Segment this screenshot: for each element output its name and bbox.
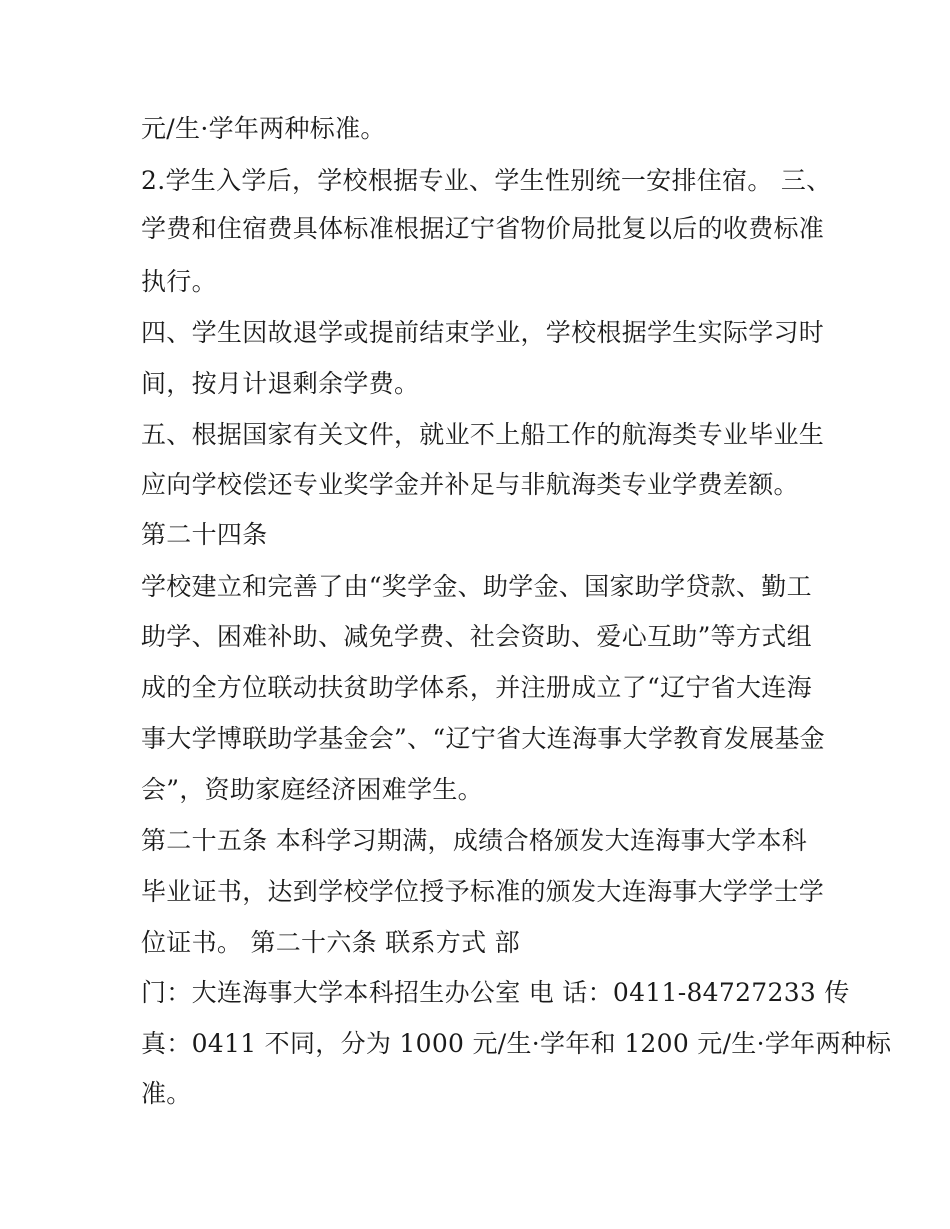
paragraph-line: 门：大连海事大学本科招生办公室 电 话：0411-84727233 传 (141, 978, 850, 1007)
paragraph-line: 执行。 (141, 267, 217, 296)
paragraph-line: 位证书。 第二十六条 联系方式 部 (141, 928, 520, 957)
paragraph-line: 助学、困难补助、减免学费、社会资助、爱心互助”等方式组 (141, 622, 812, 651)
paragraph-line: 事大学博联助学基金会”、“辽宁省大连海事大学教育发展基金 (141, 724, 825, 753)
paragraph-line: 毕业证书，达到学校学位授予标准的颁发大连海事大学学士学 (141, 877, 825, 906)
paragraph-line: 学费和住宿费具体标准根据辽宁省物价局批复以后的收费标准 (141, 214, 825, 243)
paragraph-line: 真：0411 不同，分为 1000 元/生·学年和 1200 元/生·学年两种标 (141, 1029, 892, 1058)
paragraph-line: 会”，资助家庭经济困难学生。 (141, 775, 483, 804)
paragraph-line: 五、根据国家有关文件，就业不上船工作的航海类专业毕业生 (141, 420, 825, 449)
paragraph-line: 四、学生因故退学或提前结束学业，学校根据学生实际学习时 (141, 318, 825, 347)
paragraph-line: 2.学生入学后，学校根据专业、学生性别统一安排住宿。 三、 (141, 166, 832, 195)
section-heading: 第二十四条 (141, 520, 268, 549)
paragraph-line: 第二十五条 本科学习期满，成绩合格颁发大连海事大学本科 (141, 826, 808, 855)
paragraph-line: 元/生·学年两种标准。 (141, 114, 386, 143)
paragraph-line: 学校建立和完善了由“奖学金、助学金、国家助学贷款、勤工 (141, 572, 812, 601)
paragraph-line: 准。 (141, 1079, 192, 1108)
paragraph-line: 间，按月计退剩余学费。 (141, 369, 420, 398)
paragraph-line: 成的全方位联动扶贫助学体系，并注册成立了“辽宁省大连海 (141, 673, 812, 702)
paragraph-line: 应向学校偿还专业奖学金并补足与非航海类专业学费差额。 (141, 470, 799, 499)
